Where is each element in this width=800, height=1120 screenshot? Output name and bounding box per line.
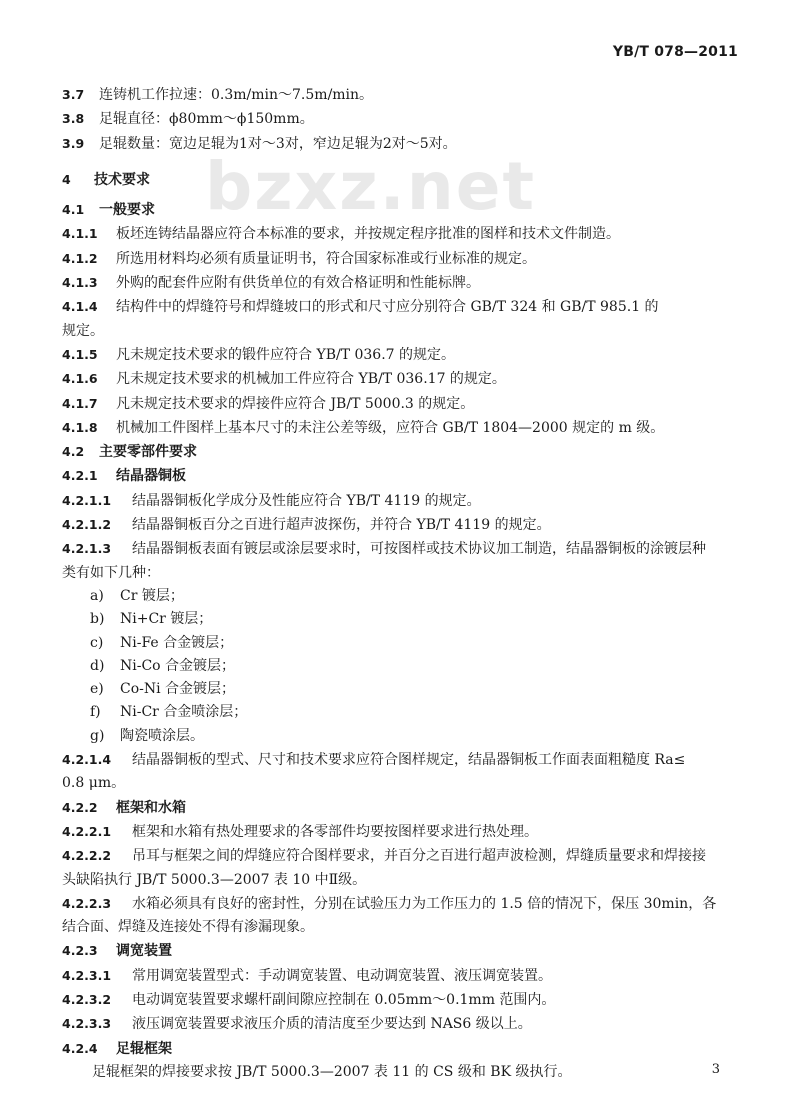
section-4-heading: 4 技术要求 — [62, 171, 150, 188]
clause-4-2-2-2: 4.2.2.2 吊耳与框架之间的焊缝应符合图样要求，并百分之百进行超声波检测，焊缝质量要求和焊接接 — [62, 848, 706, 865]
clause-4-1-4-cont: 规定。 — [62, 322, 104, 339]
clause-4-2-1-3-cont: 类有如下几种： — [62, 564, 160, 581]
standard-code: YB/T 078—2011 — [612, 44, 738, 60]
clause-4-2-2-3: 4.2.2.3 水箱必须具有良好的密封性，分别在试验压力为工作压力的 1.5 倍的情况下，保压 30min，各 — [62, 895, 717, 912]
clause-4-2-2-1: 4.2.2.1 框架和水箱有热处理要求的各零部件均要按图样要求进行热处理。 — [62, 823, 538, 840]
section-4-2-4-heading: 4.2.4 足辊框架 — [62, 1040, 172, 1057]
clause-3-7: 3.7 连铸机工作拉速：0.3m/min～7.5m/min。 — [62, 87, 374, 103]
clause-4-2-1-1: 4.2.1.1 结晶器铜板化学成分及性能应符合 YB/T 4119 的规定。 — [62, 492, 481, 509]
list-item: c) Ni-Fe 合金镀层； — [90, 634, 234, 651]
list-item: a) Cr 镀层； — [90, 587, 184, 604]
document-body — [62, 83, 742, 1084]
page-number: 3 — [711, 1062, 720, 1077]
list-item: d) Ni-Co 合金镀层； — [90, 657, 236, 674]
section-4-2-3-heading: 4.2.3 调宽装置 — [62, 943, 172, 960]
clause-4-1-6: 4.1.6 凡未规定技术要求的机械加工件应符合 YB/T 036.17 的规定。 — [62, 371, 506, 388]
clause-4-2-3-3: 4.2.3.3 液压调宽装置要求液压介质的清洁度至少要达到 NAS6 级以上。 — [62, 1016, 532, 1033]
clause-4-2-1-4: 4.2.1.4 结晶器铜板的型式、尺寸和技术要求应符合图样规定，结晶器铜板工作面表面粗糙度 Ra≤ — [62, 752, 686, 769]
clause-3-9: 3.9 足辊数量：宽边足辊为1对～3对，窄边足辊为2对～5对。 — [62, 135, 457, 152]
clause-4-1-1: 4.1.1 板坯连铸结晶器应符合本标准的要求，并按规定程序批准的图样和技术文件制造。 — [62, 226, 620, 243]
clause-4-2-4-text: 足辊框架的焊接要求按 JB/T 5000.3—2007 表 11 的 CS 级和 BK 级执行。 — [92, 1063, 572, 1080]
clause-4-1-2: 4.1.2 所选用材料均必须有质量证明书，符合国家标准或行业标准的规定。 — [62, 250, 536, 267]
list-item: f) Ni-Cr 合金喷涂层； — [90, 704, 248, 721]
clause-4-2-1-3: 4.2.1.3 结晶器铜板表面有镀层或涂层要求时，可按图样或技术协议加工制造，结晶器铜板的涂镀层种 — [62, 541, 706, 558]
clause-4-1-4: 4.1.4 结构件中的焊缝符号和焊缝坡口的形式和尺寸应分别符合 GB/T 324 和 GB/T 985.1 的 — [62, 299, 659, 316]
list-item: g) 陶瓷喷涂层。 — [90, 727, 204, 744]
clause-4-1-3: 4.1.3 外购的配套件应附有供货单位的有效合格证明和性能标牌。 — [62, 275, 480, 292]
clause-4-2-3-1: 4.2.3.1 常用调宽装置型式：手动调宽装置、电动调宽装置、液压调宽装置。 — [62, 967, 552, 984]
clause-4-2-3-2: 4.2.3.2 电动调宽装置要求螺杆副间隙应控制在 0.05mm～0.1mm 范围内。 — [62, 991, 556, 1008]
clause-4-2-2-2-cont: 头缺陷执行 JB/T 5000.3—2007 表 10 中Ⅱ级。 — [62, 871, 367, 888]
watermark: bzxz.net — [205, 148, 537, 225]
list-item: b) Ni+Cr 镀层； — [90, 611, 213, 628]
section-4-1-heading: 4.1 一般要求 — [62, 202, 155, 219]
clause-4-1-7: 4.1.7 凡未规定技术要求的焊接件应符合 JB/T 5000.3 的规定。 — [62, 395, 475, 412]
clause-4-1-8: 4.1.8 机械加工件图样上基本尺寸的未注公差等级，应符合 GB/T 1804—2000 规定的 m 级。 — [62, 419, 665, 436]
section-4-2-1-heading: 4.2.1 结晶器铜板 — [62, 468, 186, 485]
clause-4-2-1-2: 4.2.1.2 结晶器铜板百分之百进行超声波探伤，并符合 YB/T 4119 的规定。 — [62, 517, 551, 534]
clause-4-2-2-3-cont: 结合面、焊缝及连接处不得有渗漏现象。 — [62, 919, 314, 936]
clause-3-8: 3.8 足辊直径：ϕ80mm～ϕ150mm。 — [62, 111, 314, 128]
section-4-2-heading: 4.2 主要零部件要求 — [62, 444, 197, 461]
clause-4-2-1-4-cont: 0.8 μm。 — [62, 775, 126, 792]
clause-4-1-5: 4.1.5 凡未规定技术要求的锻件应符合 YB/T 036.7 的规定。 — [62, 346, 456, 363]
section-4-2-2-heading: 4.2.2 框架和水箱 — [62, 799, 186, 816]
list-item: e) Co-Ni 合金镀层； — [90, 681, 236, 698]
